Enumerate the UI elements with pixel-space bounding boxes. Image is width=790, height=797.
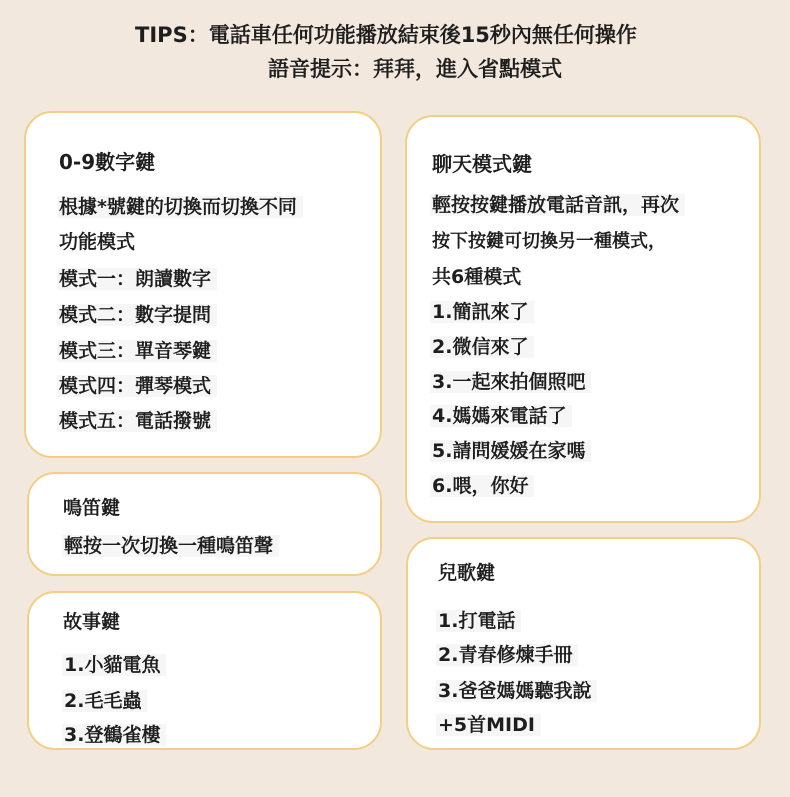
tips-banner — [0, 18, 790, 86]
card-description: 根據*號鍵的切換而切換不同 — [57, 193, 303, 221]
card-description: 輕按按鍵播放電話音訊，再次 — [430, 191, 685, 219]
card-description: 按下按鍵可切換另一種模式， — [432, 231, 666, 252]
card-description: 共6種模式 — [432, 266, 522, 288]
list-item: 1.打電話 — [436, 607, 521, 635]
list-item: +5首MIDI — [436, 711, 541, 739]
mode-item: 模式四：彈琴模式 — [57, 372, 217, 400]
mode-item: 模式三：單音琴鍵 — [57, 337, 217, 365]
tips-line-2: 語音提示：拜拜，進入省點模式 — [268, 57, 562, 81]
list-item: 2.微信來了 — [430, 333, 534, 361]
card-title: 故事鍵 — [63, 611, 121, 633]
list-item: 3.登鶴雀樓 — [62, 721, 166, 749]
whistle-key-card — [27, 472, 382, 576]
list-item: 3.爸爸媽媽聽我說 — [436, 677, 597, 705]
songs-key-card — [406, 537, 761, 750]
mode-item: 模式五：電話撥號 — [57, 407, 217, 435]
card-description: 輕按一次切換一種鳴笛聲 — [62, 532, 279, 560]
list-item: 5.請問媛媛在家嗎 — [430, 437, 591, 465]
card-title: 兒歌鍵 — [438, 562, 496, 584]
chat-mode-card — [405, 115, 761, 523]
list-item: 2.毛毛蟲 — [62, 687, 147, 715]
list-item: 1.簡訊來了 — [430, 298, 534, 326]
card-title: 鳴笛鍵 — [63, 497, 121, 519]
card-description: 功能模式 — [59, 231, 136, 253]
list-item: 3.一起來拍個照吧 — [430, 368, 591, 396]
story-key-card — [27, 591, 382, 750]
mode-item: 模式二：數字提問 — [57, 301, 217, 329]
list-item: 1.小貓電魚 — [62, 651, 166, 679]
list-item: 6.喂，你好 — [430, 472, 534, 500]
mode-item: 模式一：朗讀數字 — [57, 265, 217, 293]
list-item: 4.媽媽來電話了 — [430, 402, 572, 430]
digit-keys-card — [24, 111, 382, 458]
card-title: 聊天模式鍵 — [432, 152, 532, 176]
card-title: 0-9數字鍵 — [59, 150, 156, 174]
tips-line-1: TIPS：電話車任何功能播放結束後15秒內無任何操作 — [135, 23, 637, 47]
list-item: 2.青春修煉手冊 — [436, 641, 578, 669]
